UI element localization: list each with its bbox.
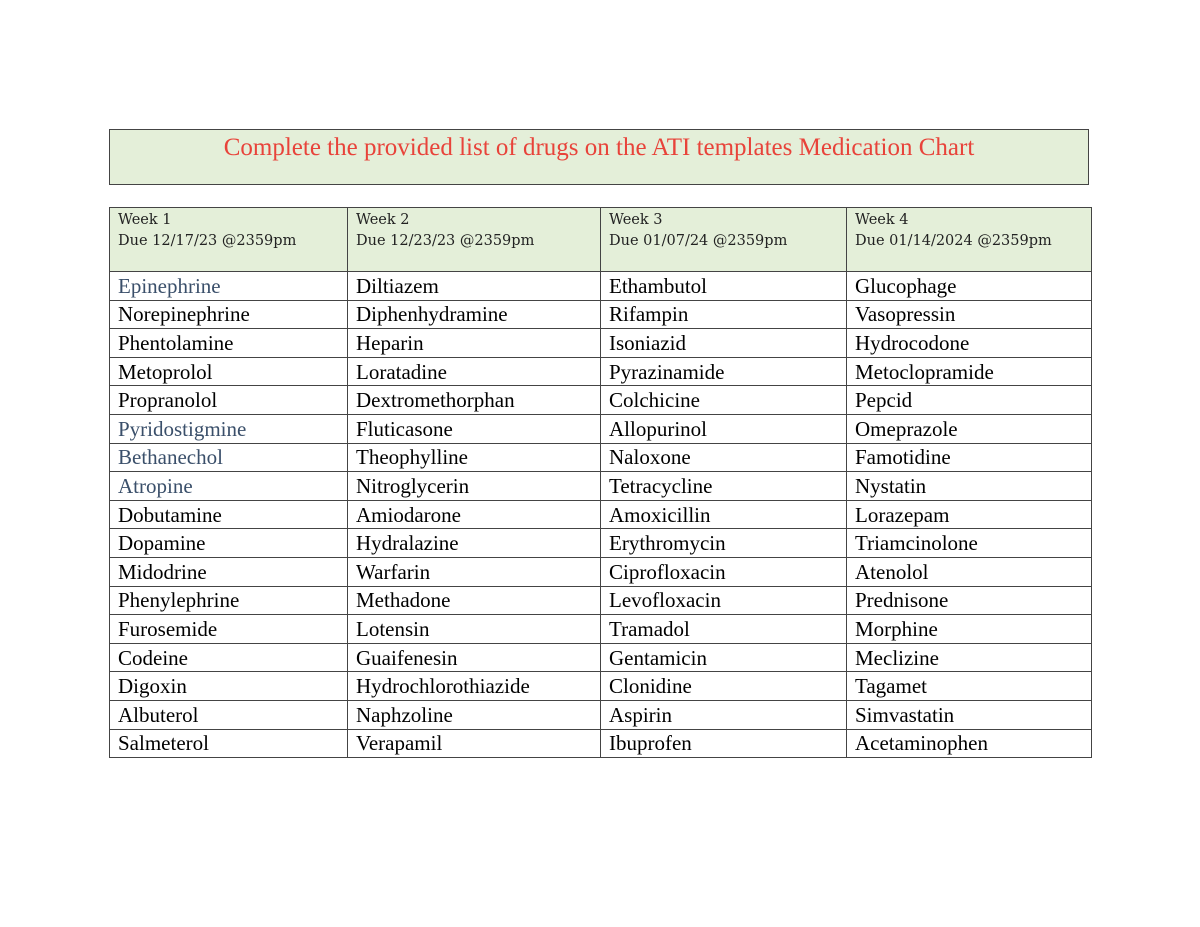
table-row xyxy=(110,414,1092,443)
week-due-date: Due 12/17/23 @2359pm xyxy=(118,233,297,249)
drug-cell: Albuterol xyxy=(110,700,348,729)
drug-cell: Verapamil xyxy=(348,729,601,758)
drug-cell: Metoprolol xyxy=(110,357,348,386)
drug-cell: Omeprazole xyxy=(847,414,1092,443)
drug-cell: Dopamine xyxy=(110,529,348,558)
drug-cell: Clonidine xyxy=(601,672,847,701)
week-due-date: Due 01/14/2024 @2359pm xyxy=(855,233,1052,249)
drug-cell: Colchicine xyxy=(601,386,847,415)
drug-cell: Isoniazid xyxy=(601,329,847,358)
drug-cell: Guaifenesin xyxy=(348,643,601,672)
table-row xyxy=(110,443,1092,472)
week-label: Week 1 xyxy=(118,212,172,228)
drug-cell: Phentolamine xyxy=(110,329,348,358)
drug-cell: Acetaminophen xyxy=(847,729,1092,758)
drug-cell: Erythromycin xyxy=(601,529,847,558)
drug-cell: Nystatin xyxy=(847,472,1092,501)
drug-cell: Hydrochlorothiazide xyxy=(348,672,601,701)
drug-cell: Dextromethorphan xyxy=(348,386,601,415)
week-label: Week 2 xyxy=(356,212,410,228)
drug-cell: Heparin xyxy=(348,329,601,358)
drug-cell: Ethambutol xyxy=(601,272,847,301)
week-4-header xyxy=(847,208,1092,272)
drug-cell: Bethanechol xyxy=(110,443,348,472)
drug-cell: Allopurinol xyxy=(601,414,847,443)
drug-cell: Digoxin xyxy=(110,672,348,701)
table-row xyxy=(110,615,1092,644)
drug-cell: Lotensin xyxy=(348,615,601,644)
drug-cell: Hydrocodone xyxy=(847,329,1092,358)
drug-cell: Atenolol xyxy=(847,557,1092,586)
table-row xyxy=(110,272,1092,301)
table-row xyxy=(110,672,1092,701)
table-row xyxy=(110,729,1092,758)
drug-cell: Pyrazinamide xyxy=(601,357,847,386)
drug-cell: Amiodarone xyxy=(348,500,601,529)
week-due-date: Due 01/07/24 @2359pm xyxy=(609,233,788,249)
drug-cell: Codeine xyxy=(110,643,348,672)
drug-cell: Tetracycline xyxy=(601,472,847,501)
drug-cell: Naloxone xyxy=(601,443,847,472)
medication-table xyxy=(109,207,1092,758)
drug-cell: Amoxicillin xyxy=(601,500,847,529)
drug-cell: Norepinephrine xyxy=(110,300,348,329)
drug-cell: Aspirin xyxy=(601,700,847,729)
week-due-date: Due 12/23/23 @2359pm xyxy=(356,233,535,249)
drug-cell: Pepcid xyxy=(847,386,1092,415)
drug-cell: Tramadol xyxy=(601,615,847,644)
table-row xyxy=(110,472,1092,501)
drug-cell: Loratadine xyxy=(348,357,601,386)
table-row xyxy=(110,529,1092,558)
drug-cell: Naphzoline xyxy=(348,700,601,729)
table-row xyxy=(110,700,1092,729)
week-label: Week 4 xyxy=(855,212,909,228)
table-row xyxy=(110,557,1092,586)
drug-cell: Triamcinolone xyxy=(847,529,1092,558)
drug-cell: Meclizine xyxy=(847,643,1092,672)
drug-cell: Tagamet xyxy=(847,672,1092,701)
table-row xyxy=(110,386,1092,415)
drug-rows xyxy=(110,272,1092,758)
drug-cell: Gentamicin xyxy=(601,643,847,672)
drug-cell: Fluticasone xyxy=(348,414,601,443)
drug-cell: Morphine xyxy=(847,615,1092,644)
week-2-header xyxy=(348,208,601,272)
week-label: Week 3 xyxy=(609,212,663,228)
drug-cell: Methadone xyxy=(348,586,601,615)
drug-cell: Levofloxacin xyxy=(601,586,847,615)
drug-cell: Furosemide xyxy=(110,615,348,644)
drug-cell: Ibuprofen xyxy=(601,729,847,758)
week-3-header xyxy=(601,208,847,272)
drug-cell: Nitroglycerin xyxy=(348,472,601,501)
table-row xyxy=(110,643,1092,672)
drug-cell: Midodrine xyxy=(110,557,348,586)
drug-cell: Simvastatin xyxy=(847,700,1092,729)
drug-cell: Warfarin xyxy=(348,557,601,586)
week-1-header xyxy=(110,208,348,272)
drug-cell: Dobutamine xyxy=(110,500,348,529)
week-header-row xyxy=(110,208,1092,272)
drug-cell: Rifampin xyxy=(601,300,847,329)
drug-cell: Hydralazine xyxy=(348,529,601,558)
drug-cell: Theophylline xyxy=(348,443,601,472)
drug-cell: Diltiazem xyxy=(348,272,601,301)
drug-cell: Ciprofloxacin xyxy=(601,557,847,586)
drug-cell: Glucophage xyxy=(847,272,1092,301)
drug-cell: Atropine xyxy=(110,472,348,501)
drug-cell: Prednisone xyxy=(847,586,1092,615)
page-title: Complete the provided list of drugs on the ATI templates Medication Chart xyxy=(223,134,975,161)
drug-cell: Metoclopramide xyxy=(847,357,1092,386)
table-row xyxy=(110,500,1092,529)
drug-cell: Famotidine xyxy=(847,443,1092,472)
table-row xyxy=(110,586,1092,615)
drug-cell: Vasopressin xyxy=(847,300,1092,329)
drug-cell: Salmeterol xyxy=(110,729,348,758)
drug-cell: Phenylephrine xyxy=(110,586,348,615)
drug-cell: Diphenhydramine xyxy=(348,300,601,329)
drug-cell: Pyridostigmine xyxy=(110,414,348,443)
table-row xyxy=(110,357,1092,386)
table-row xyxy=(110,300,1092,329)
drug-cell: Lorazepam xyxy=(847,500,1092,529)
drug-cell: Propranolol xyxy=(110,386,348,415)
table-row xyxy=(110,329,1092,358)
drug-cell: Epinephrine xyxy=(110,272,348,301)
title-box xyxy=(109,129,1089,185)
